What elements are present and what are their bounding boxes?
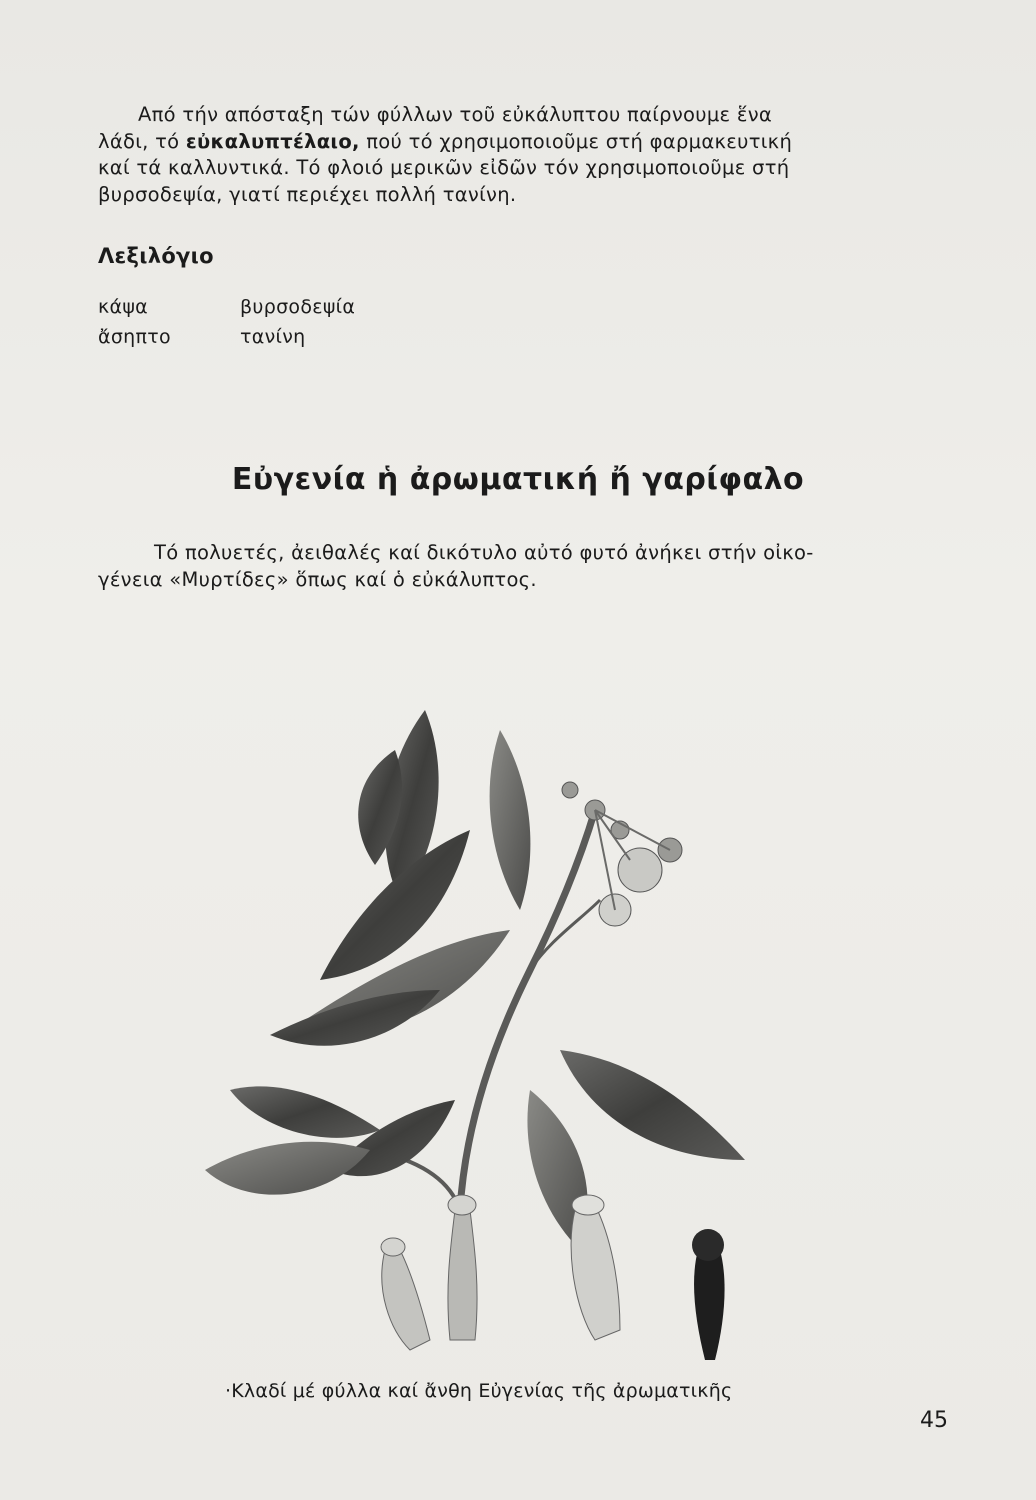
- intro-paragraph: [98, 102, 928, 208]
- vocabulary-term: βυρσοδεψία: [240, 296, 356, 318]
- page-number: 45: [920, 1408, 948, 1433]
- vocabulary-term: ἄσηπτο: [98, 326, 171, 348]
- intro-bold-term: εὐκαλυπτέλαιο,: [185, 129, 360, 153]
- figure-caption: [225, 1380, 732, 1402]
- section-paragraph: [98, 540, 928, 593]
- vocabulary-row: [98, 322, 355, 352]
- intro-line-2-post: πού τό χρησιμοποιοῦμε στή φαρμακευτική: [359, 129, 793, 153]
- intro-line-2-pre: λάδι, τό: [98, 129, 186, 153]
- bud-details: [381, 1195, 725, 1360]
- caption-text: Κλαδί μέ φύλλα καί ἄνθη Εὐγενίας τῆς ἀρωματικῆς: [231, 1380, 733, 1402]
- intro-line-1: Από τήν απόσταξη τών φύλλων τοῦ εὐκάλυπτου παίρνουμε ἕνα: [138, 103, 773, 126]
- section-line-1: Τό πολυετές, ἀειθαλές καί δικότυλο αὐτό φυτό ἀνήκει στήν οἰκο-: [154, 541, 814, 564]
- vocabulary-term: κάψα: [98, 296, 148, 318]
- vocabulary-term: τανίνη: [240, 326, 306, 348]
- vocabulary-row: [98, 292, 355, 322]
- section-line-2: γένεια «Μυρτίδες» ὅπως καί ὁ εὐκάλυπτος.: [98, 567, 537, 591]
- intro-line-4: βυρσοδεψία, γιατί περιέχει πολλή τανίνη.: [98, 182, 517, 206]
- caption-bullet: ·: [225, 1380, 232, 1402]
- intro-line-3: καί τά καλλυντικά. Τό φλοιό μερικῶν εἰδῶν τόν χρησιμοποιοῦμε στή: [98, 156, 790, 179]
- vocabulary-list: [98, 292, 355, 352]
- vocabulary-heading: Λεξιλόγιο: [98, 244, 214, 268]
- clove-plant-illustration: [200, 690, 820, 1380]
- section-title: Εὐγενία ἡ ἀρωματική ἤ γαρίφαλο: [231, 462, 805, 497]
